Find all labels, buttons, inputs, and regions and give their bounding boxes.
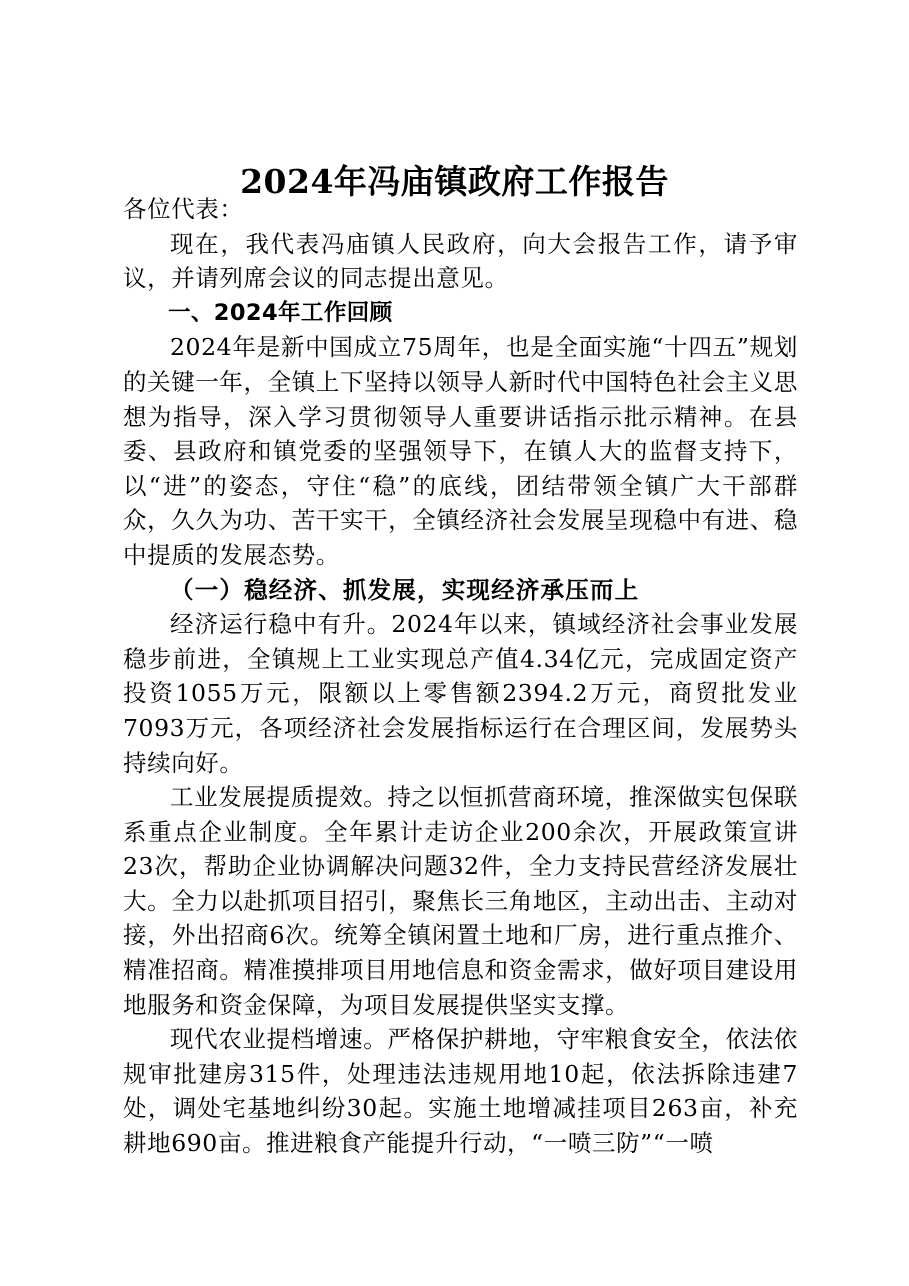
opening-paragraph: 现在，我代表冯庙镇人民政府，向大会报告工作，请予审议，并请列席会议的同志提出意见。 [123,229,798,293]
section-heading-review: 一、2024年工作回顾 [168,299,393,326]
document-title: 2024年冯庙镇政府工作报告 [240,162,669,201]
agriculture-paragraph: 现代农业提档增速。严格保护耕地，守牢粮食安全，依法依规审批建房315件，处理违法违规用地10起，依法拆除违建7处，调处宅基地纠纷30起。实施土地增减挂项目263亩，补充耕地690亩。推进粮食产能提升行动，“一喷三防”“一喷 [123,1025,798,1158]
review-intro-paragraph: 2024年是新中国成立75周年，也是全面实施“十四五”规划的关键一年，全镇上下坚持以领导人新时代中国特色社会主义思想为指导，深入学习贯彻领导人重要讲话指示批示精神。在县委、县政府和镇党委的坚强领导下，在镇人大的监督支持下，以“进”的姿态，守住“稳”的底线，团结带领全镇广大干部群众，久久为功、苦干实干，全镇经济社会发展呈现稳中有进、稳中提质的发展态势。 [123,333,798,569]
industry-paragraph: 工业发展提质提效。持之以恒抓营商环境，推深做实包保联系重点企业制度。全年累计走访企业200余次，开展政策宣讲23次，帮助企业协调解决问题32件，全力支持民营经济发展壮大。全力以赴抓项目招引，聚焦长三角地区，主动出击、主动对接，外出招商6次。统筹全镇闲置土地和厂房，进行重点推介、精准招商。精准摸排项目用地信息和资金需求，做好项目建设用地服务和资金保障，为项目发展提供坚实支撑。 [123,783,798,1019]
economy-paragraph: 经济运行稳中有升。2024年以来，镇域经济社会事业发展稳步前进，全镇规上工业实现总产值4.34亿元，完成固定资产投资1055万元，限额以上零售额2394.2万元，商贸批发业7093万元，各项经济社会发展指标运行在合理区间，发展势头持续向好。 [123,610,798,777]
salutation-paragraph: 各位代表： [123,195,244,223]
subsection-heading-economy: （一）稳经济、抓发展，实现经济承压而上 [170,575,640,604]
document-body [123,192,798,1161]
